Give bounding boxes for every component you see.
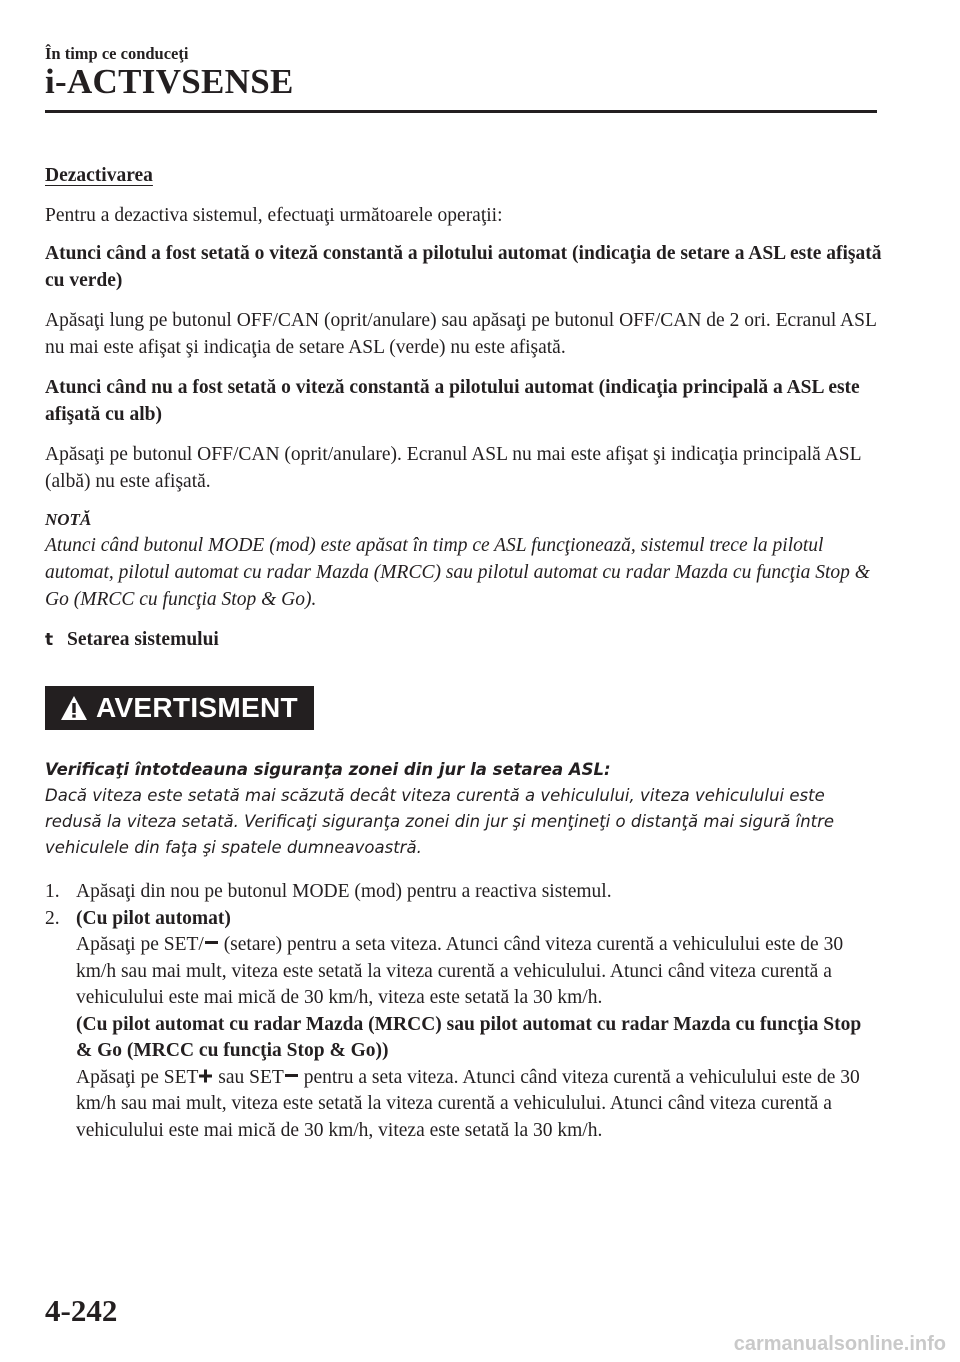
warning-banner: [45, 686, 314, 730]
list-item: [45, 906, 875, 1145]
case2-heading: Atunci când nu a fost setată o viteză constantă a pilotului automat (indicaţia principală a ASL este afişată cu alb): [45, 377, 860, 425]
case1-text: Apăsaţi lung pe butonul OFF/CAN (oprit/anulare) sau apăsaţi pe butonul OFF/CAN de 2 ori. Ecranul ASL nu mai este afişat şi indicaţia de setare ASL (verde) nu este afişată.: [45, 310, 877, 358]
step-number: 1.: [45, 881, 60, 902]
step-number: 2.: [45, 907, 60, 929]
minus-icon: [284, 1069, 299, 1083]
header-divider: [45, 110, 877, 113]
slash-icon: /: [198, 934, 204, 955]
setting-heading: Setarea sistemului: [67, 629, 219, 650]
case2-block: [45, 374, 885, 428]
note-text: Atunci când butonul MODE (mod) este apăsat în timp ce ASL funcţionează, sistemul trece la pilotul automat, pilotul automat cu radar Mazda (MRCC) sau pilotul automat cu radar Mazda cu funcţia Stop & Go (MRCC cu funcţia Stop & Go).: [45, 535, 870, 610]
deactivation-section: [45, 162, 885, 189]
note-label: NOTĂ: [45, 510, 92, 529]
case2-text: Apăsaţi pe butonul OFF/CAN (oprit/anulare). Ecranul ASL nu mai este afişat şi indicaţia principală ASL (albă) nu este afişată.: [45, 444, 861, 492]
step-text: Apăsaţi din nou pe butonul MODE (mod) pentru a reactiva sistemul.: [76, 881, 612, 902]
deactivation-heading: Dezactivarea: [45, 165, 153, 186]
step-sub1-text-b: (setare) pentru a seta viteza. Atunci când viteza curentă a vehiculului este de 30 km/h sau mai mult, viteza este setată la viteza curentă a vehiculului. Atunci când viteza curentă a vehiculului este mai mică de 30 km/h, viteza este setată la 30 km/h.: [76, 934, 844, 1008]
note-block: [45, 508, 885, 613]
plus-icon: [198, 1069, 213, 1083]
warning-title: Verificaţi întotdeauna siguranţa zonei din jur la setarea ASL:: [45, 760, 611, 779]
step-sub2-text-a: Apăsaţi pe SET: [76, 1066, 199, 1088]
section-marker-icon: t: [45, 630, 54, 650]
step-sub2-text: [76, 1065, 875, 1145]
page-title: i-ACTIVSENSE: [45, 62, 294, 101]
deactivation-intro-block: [45, 202, 885, 229]
warning-content: [45, 757, 885, 861]
case1-heading: Atunci când a fost setată o viteză constantă a pilotului automat (indicaţia de setare a ASL este afişată cu verde): [45, 243, 882, 291]
section-label: În timp ce conduceţi: [45, 44, 189, 63]
warning-triangle-icon: [60, 695, 88, 721]
step-sub1-heading: (Cu pilot automat): [76, 907, 231, 929]
minus-icon: [204, 936, 219, 950]
warning-label: AVERTISMENT: [96, 692, 298, 723]
step-sub2-text-b: sau SET: [213, 1066, 284, 1088]
step-sub2-text-c: pentru a seta viteza. Atunci când viteza curentă a vehiculului este de 30 km/h sau mai mult, viteza este setată la viteza curentă a vehiculului. Atunci când viteza curentă a vehiculului este mai mică de 30 km/h, viteza este setată la 30 km/h.: [76, 1066, 860, 1141]
steps-list: [45, 879, 875, 1144]
case2-text-block: [45, 441, 885, 495]
list-item: [45, 879, 875, 906]
warning-text: Dacă viteza este setată mai scăzută decât viteza curentă a vehiculului, viteza vehiculului este redusă la viteza setată. Verificaţi siguranţa zonei din jur şi menţineţi o distanţă mai sigură între vehiculele din faţa şi spatele dumneavoastră.: [45, 786, 835, 857]
case1-block: [45, 240, 885, 294]
step-sub2-heading: (Cu pilot automat cu radar Mazda (MRCC) sau pilot automat cu radar Mazda cu funcţia Stop & Go (MRCC cu funcţia Stop & Go)): [76, 1013, 862, 1061]
step-body: [76, 906, 875, 1145]
case1-text-block: [45, 307, 885, 361]
setting-subheading: [45, 629, 219, 651]
watermark: carmanualsonline.info: [733, 1333, 946, 1355]
step-sub1-text-a: Apăsaţi pe SET: [76, 934, 199, 955]
step-sub1-text: [76, 932, 875, 1012]
page-number: 4-242: [45, 1293, 118, 1328]
deactivation-intro: Pentru a dezactiva sistemul, efectuaţi următoarele operaţii:: [45, 205, 503, 226]
